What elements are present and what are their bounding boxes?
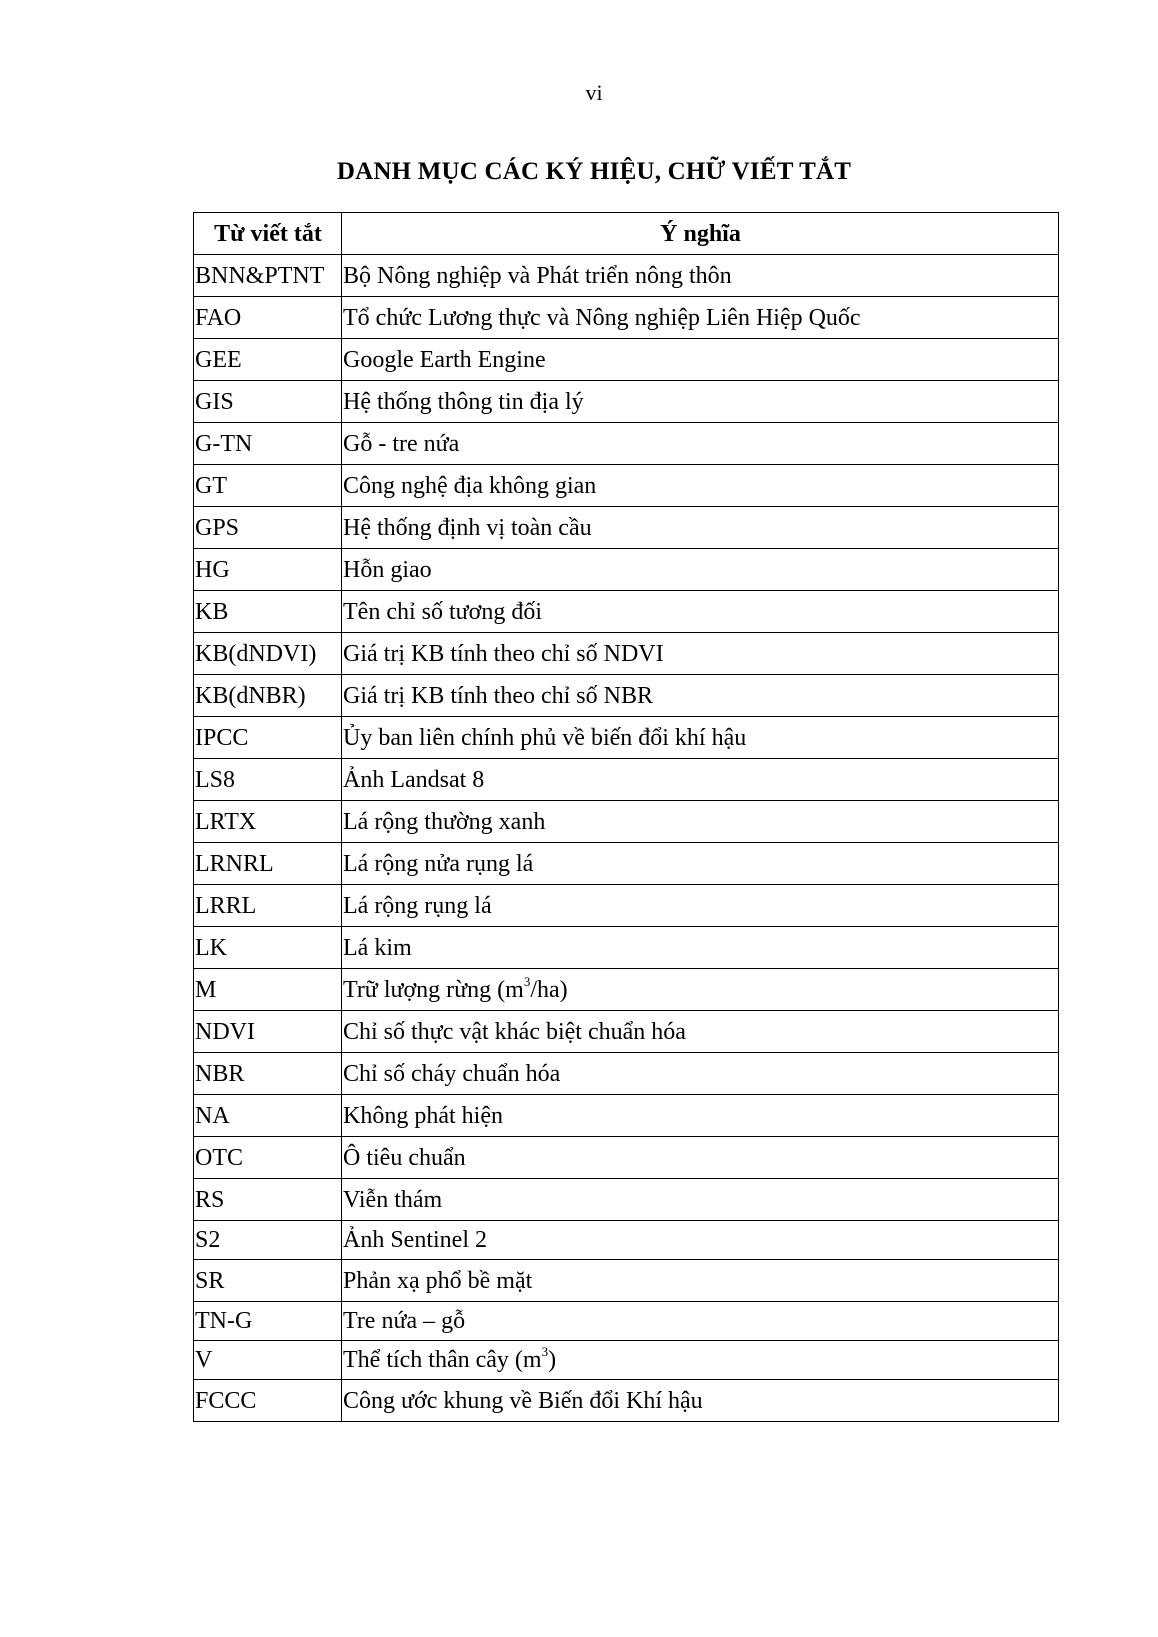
abbreviation-cell: FAO — [194, 297, 342, 339]
abbreviation-cell: LRTX — [194, 801, 342, 843]
meaning-cell: Công ước khung về Biến đổi Khí hậu — [342, 1380, 1059, 1422]
meaning-cell: Ô tiêu chuẩn — [342, 1137, 1059, 1179]
abbreviation-cell: GPS — [194, 507, 342, 549]
abbreviation-cell: KB(dNDVI) — [194, 633, 342, 675]
meaning-cell: Phản xạ phổ bề mặt — [342, 1260, 1059, 1302]
abbreviation-cell: S2 — [194, 1221, 342, 1260]
meaning-cell: Công nghệ địa không gian — [342, 465, 1059, 507]
meaning-cell: Gỗ - tre nứa — [342, 423, 1059, 465]
abbreviation-cell: GT — [194, 465, 342, 507]
table-row — [194, 1053, 1059, 1095]
meaning-cell: Giá trị KB tính theo chỉ số NDVI — [342, 633, 1059, 675]
table-row — [194, 507, 1059, 549]
abbreviation-cell: TN-G — [194, 1302, 342, 1341]
meaning-cell: Lá rộng nửa rụng lá — [342, 843, 1059, 885]
abbreviation-cell: V — [194, 1341, 342, 1380]
meaning-cell: Chỉ số thực vật khác biệt chuẩn hóa — [342, 1011, 1059, 1053]
meaning-cell: Viễn thám — [342, 1179, 1059, 1221]
superscript: 3 — [523, 973, 531, 989]
table-row — [194, 885, 1059, 927]
abbreviation-cell: M — [194, 969, 342, 1011]
meaning-cell: Tre nứa – gỗ — [342, 1302, 1059, 1341]
meaning-text: /ha) — [530, 976, 568, 1003]
meaning-cell: Hỗn giao — [342, 549, 1059, 591]
abbreviation-cell: NDVI — [194, 1011, 342, 1053]
table-row — [194, 969, 1059, 1011]
table-row — [194, 1341, 1059, 1380]
meaning-cell: Bộ Nông nghiệp và Phát triển nông thôn — [342, 255, 1059, 297]
table-row — [194, 1221, 1059, 1260]
meaning-cell — [342, 969, 1059, 1011]
meaning-cell: Tên chỉ số tương đối — [342, 591, 1059, 633]
abbreviation-cell: IPCC — [194, 717, 342, 759]
meaning-cell: Giá trị KB tính theo chỉ số NBR — [342, 675, 1059, 717]
abbreviation-cell: NBR — [194, 1053, 342, 1095]
meaning-text: Thể tích thân cây (m — [343, 1347, 542, 1373]
table-row — [194, 801, 1059, 843]
table-row — [194, 339, 1059, 381]
header-abbreviation: Từ viết tắt — [194, 213, 342, 255]
table-row — [194, 927, 1059, 969]
meaning-cell: Ảnh Landsat 8 — [342, 759, 1059, 801]
table-row — [194, 633, 1059, 675]
abbreviation-cell: LK — [194, 927, 342, 969]
table-row — [194, 717, 1059, 759]
table-row — [194, 1260, 1059, 1302]
table-row — [194, 297, 1059, 339]
abbreviation-cell: G-TN — [194, 423, 342, 465]
meaning-cell: Không phát hiện — [342, 1095, 1059, 1137]
meaning-cell: Ủy ban liên chính phủ về biến đổi khí hậu — [342, 717, 1059, 759]
table-row — [194, 1380, 1059, 1422]
meaning-cell — [342, 1341, 1059, 1380]
abbreviation-cell: LS8 — [194, 759, 342, 801]
abbreviation-cell: BNN&PTNT — [194, 255, 342, 297]
abbreviation-cell: SR — [194, 1260, 342, 1302]
abbreviation-cell: OTC — [194, 1137, 342, 1179]
table-header-row — [194, 213, 1059, 255]
table-row — [194, 465, 1059, 507]
table-body — [194, 255, 1059, 1422]
table-row — [194, 381, 1059, 423]
meaning-text: ) — [548, 1347, 557, 1373]
table-row — [194, 1011, 1059, 1053]
abbreviation-cell: GEE — [194, 339, 342, 381]
table-row — [194, 423, 1059, 465]
abbreviation-cell: KB(dNBR) — [194, 675, 342, 717]
abbreviation-table — [193, 212, 1059, 1422]
abbreviation-cell: LRRL — [194, 885, 342, 927]
table-row — [194, 549, 1059, 591]
table-row — [194, 1302, 1059, 1341]
abbreviation-cell: NA — [194, 1095, 342, 1137]
abbreviation-cell: KB — [194, 591, 342, 633]
table-row — [194, 759, 1059, 801]
meaning-cell: Lá rộng rụng lá — [342, 885, 1059, 927]
abbreviation-cell: LRNRL — [194, 843, 342, 885]
meaning-cell: Ảnh Sentinel 2 — [342, 1221, 1059, 1260]
table-row — [194, 843, 1059, 885]
meaning-cell: Google Earth Engine — [342, 339, 1059, 381]
table-row — [194, 591, 1059, 633]
meaning-cell: Chỉ số cháy chuẩn hóa — [342, 1053, 1059, 1095]
document-title: DANH MỤC CÁC KÝ HIỆU, CHỮ VIẾT TẮT — [336, 158, 852, 185]
abbreviation-cell: FCCC — [194, 1380, 342, 1422]
header-meaning: Ý nghĩa — [342, 213, 1059, 255]
page-number: vi — [585, 80, 603, 105]
meaning-text: Trữ lượng rừng (m — [343, 976, 524, 1003]
table-row — [194, 1095, 1059, 1137]
table-row — [194, 675, 1059, 717]
abbreviation-cell: RS — [194, 1179, 342, 1221]
abbreviation-cell: GIS — [194, 381, 342, 423]
meaning-cell: Hệ thống định vị toàn cầu — [342, 507, 1059, 549]
meaning-cell: Lá rộng thường xanh — [342, 801, 1059, 843]
table-row — [194, 255, 1059, 297]
meaning-cell: Hệ thống thông tin địa lý — [342, 381, 1059, 423]
superscript: 3 — [541, 1344, 549, 1359]
table-row — [194, 1137, 1059, 1179]
meaning-cell: Lá kim — [342, 927, 1059, 969]
table-row — [194, 1179, 1059, 1221]
abbreviation-cell: HG — [194, 549, 342, 591]
meaning-cell: Tổ chức Lương thực và Nông nghiệp Liên Hiệp Quốc — [342, 297, 1059, 339]
